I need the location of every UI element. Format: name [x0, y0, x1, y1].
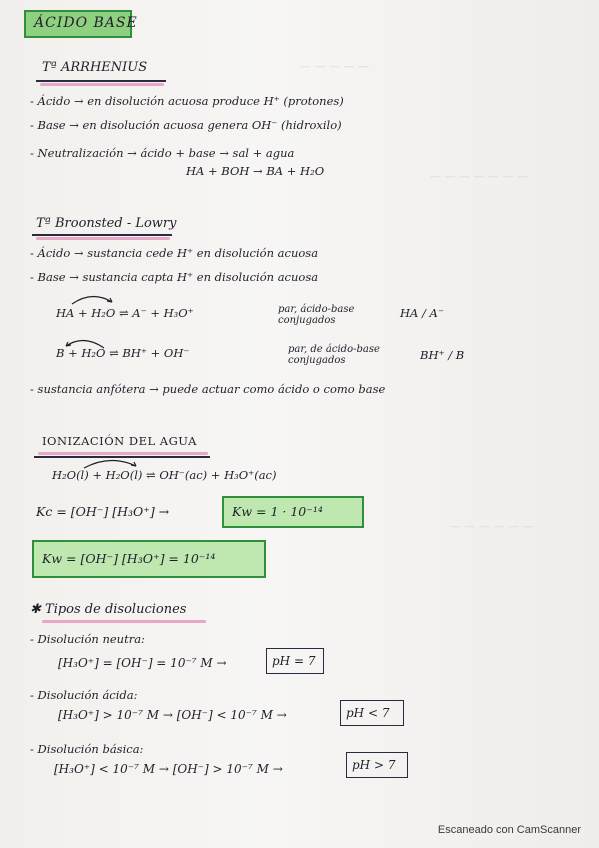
bronsted-eq2: B + H₂O ⇌ BH⁺ + OH⁻	[56, 346, 190, 360]
bleed-through: — — — — — —	[450, 520, 534, 533]
bronsted-eq1-note: par, ácido-base conjugados	[278, 304, 355, 326]
bronsted-eq2-note: par, de ácido-base conjugados	[288, 344, 380, 366]
arrhenius-base: - Base → en disolución acuosa genera OH⁻ (hidroxilo)	[30, 118, 342, 132]
acid-ph: pH < 7	[346, 706, 390, 720]
acid-ph-box	[340, 700, 404, 726]
bronsted-eq1: HA + H₂O ⇌ A⁻ + H₃O⁺	[56, 306, 194, 320]
bronsted-base: - Base → sustancia capta H⁺ en disolución acuosa	[30, 270, 319, 284]
bleed-through: — — — — —	[300, 60, 369, 73]
neutral-equation: [H₃O⁺] = [OH⁻] = 10⁻⁷ M →	[58, 656, 227, 670]
basic-equation: [H₃O⁺] < 10⁻⁷ M → [OH⁻] > 10⁻⁷ M →	[54, 762, 283, 776]
bronsted-acid: - Ácido → sustancia cede H⁺ en disolución acuosa	[30, 246, 319, 260]
page-title: ÁCIDO BASE	[34, 15, 138, 31]
title-highlight	[24, 10, 138, 38]
solutions-heading: ✱ Tipos de disoluciones	[30, 602, 187, 617]
basic-ph-box	[346, 752, 408, 778]
acid-label: - Disolución ácida:	[30, 688, 138, 702]
arrhenius-acid: - Ácido → en disolución acuosa produce H⁺ (protones)	[30, 94, 344, 108]
heading-underline-pink	[38, 452, 208, 455]
neutral-ph-box	[266, 648, 324, 674]
heading-underline	[36, 80, 166, 82]
basic-label: - Disolución básica:	[30, 742, 144, 756]
water-heading: IONIZACIÓN DEL AGUA	[42, 434, 197, 448]
heading-underline-pink	[36, 237, 170, 240]
kc-expression: Kc = [OH⁻] [H₃O⁺] →	[36, 504, 170, 519]
transfer-arrow	[68, 292, 118, 306]
arrhenius-neutralization: - Neutralización → ácido + base → sal + agua	[30, 146, 295, 160]
kw-definition: Kw = [OH⁻] [H₃O⁺] = 10⁻¹⁴	[42, 551, 216, 566]
neutralization-equation: HA + BOH → BA + H₂O	[186, 164, 325, 178]
water-equation: H₂O(l) + H₂O(l) ⇌ OH⁻(ac) + H₃O⁺(ac)	[52, 468, 277, 482]
arrhenius-heading: Tª ARRHENIUS	[42, 60, 148, 75]
heading-underline	[32, 234, 172, 236]
heading-underline-pink	[42, 620, 206, 623]
kw-definition-box	[32, 540, 266, 578]
heading-underline-pink	[40, 83, 164, 86]
bronsted-eq2-pair: BH⁺ / B	[420, 348, 465, 362]
kw-value-box	[222, 496, 364, 528]
bronsted-amphoteric: - sustancia anfótera → puede actuar como ácido o como base	[30, 382, 386, 396]
bronsted-heading: Tª Broonsted - Lowry	[36, 216, 177, 231]
bronsted-eq1-pair: HA / A⁻	[400, 306, 444, 320]
scanner-watermark: Escaneado con CamScanner	[437, 824, 581, 836]
neutral-label: - Disolución neutra:	[30, 632, 145, 646]
acid-equation: [H₃O⁺] > 10⁻⁷ M → [OH⁻] < 10⁻⁷ M →	[58, 708, 287, 722]
bleed-through: — — — — — — —	[430, 170, 528, 183]
basic-ph: pH > 7	[352, 758, 396, 772]
kw-value: Kw = 1 · 10⁻¹⁴	[232, 504, 323, 519]
neutral-ph: pH = 7	[272, 654, 316, 668]
